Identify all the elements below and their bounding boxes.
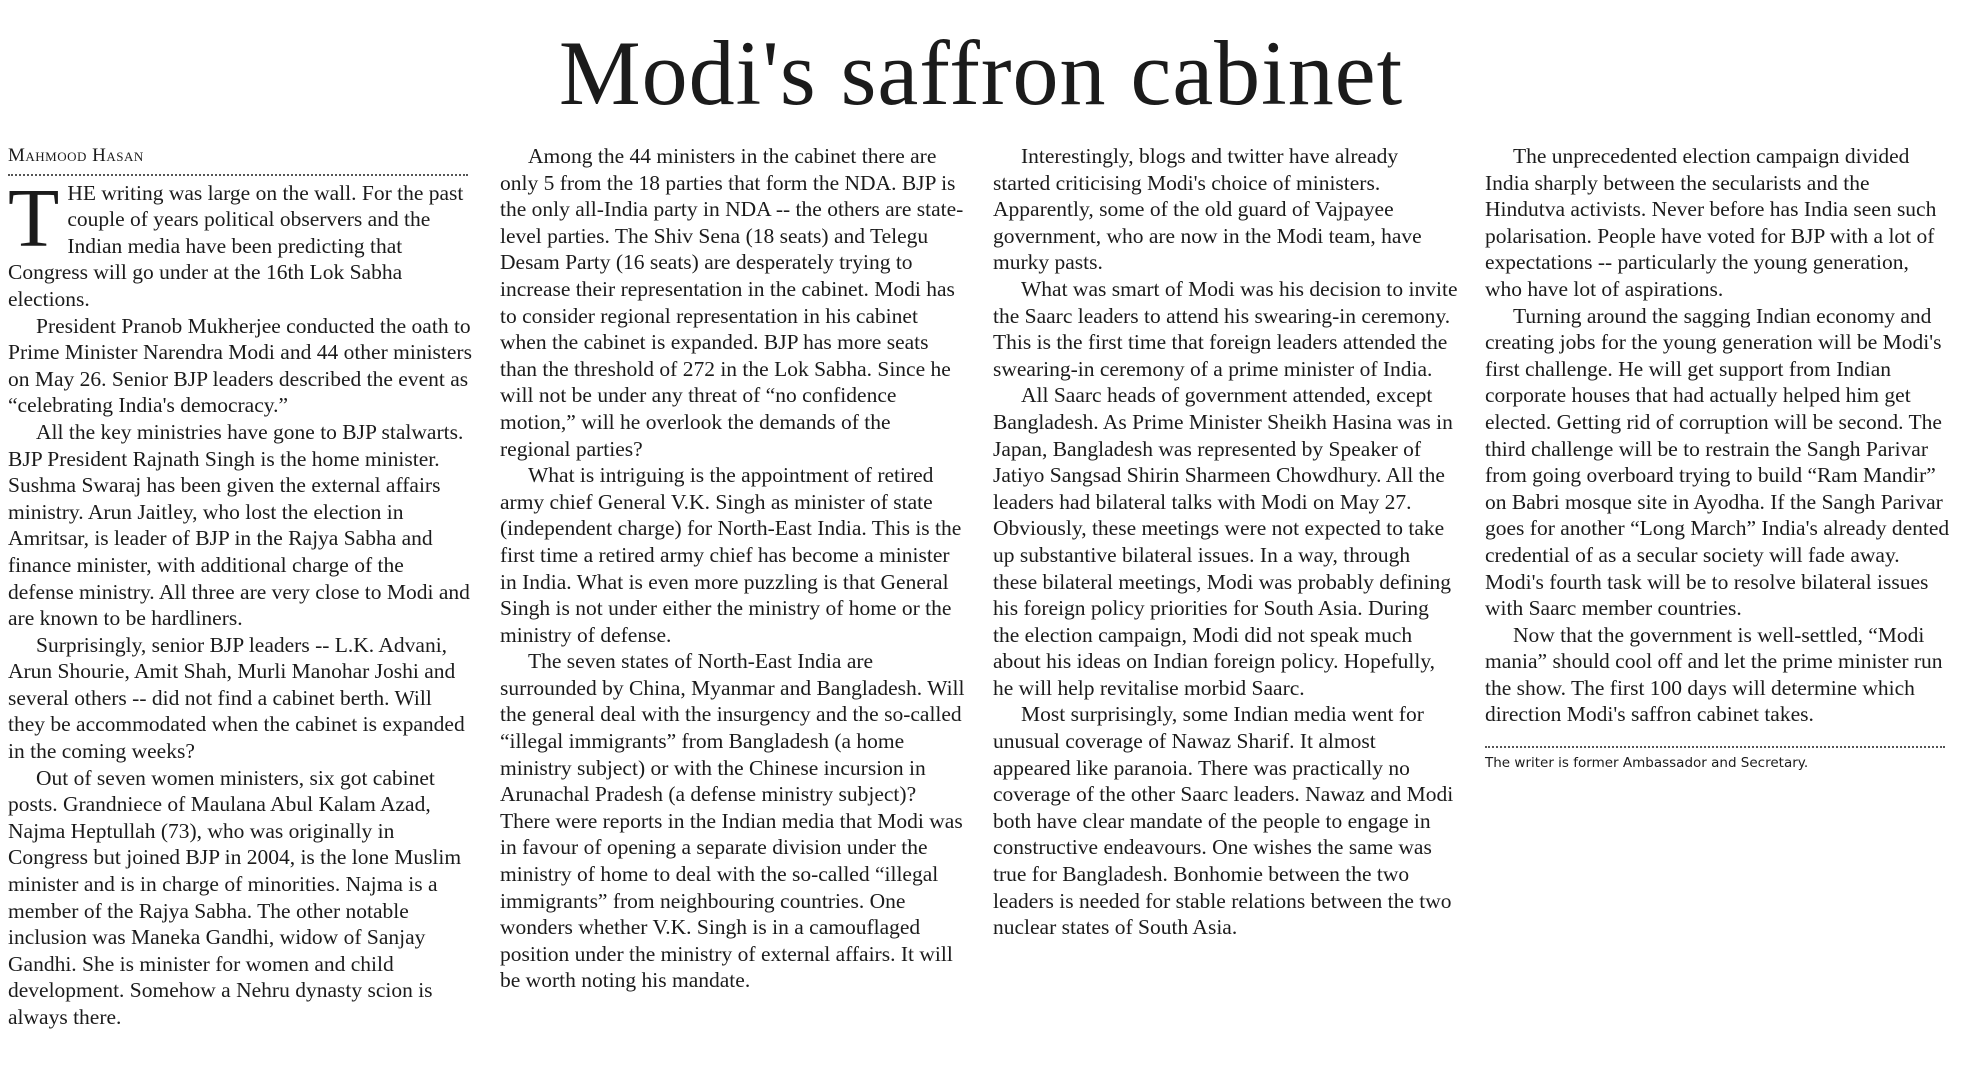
footnote: The writer is former Ambassador and Secretary. bbox=[1485, 755, 1809, 772]
paragraph: What was smart of Modi was his decision to invite the Saarc leaders to attend his swearing-in ceremony. This is the first time that foreign leaders attended the swearing-in ceremony of a prime minister of India. bbox=[993, 276, 1458, 381]
paragraph: The unprecedented election campaign divided India sharply between the secularists and the Hindutva activists. Never before has India seen such polarisation. People have voted for BJP with a lot of expectations -- particularly the young generation, who have lot of aspirations. bbox=[1485, 144, 1937, 301]
column-2 bbox=[500, 143, 965, 994]
lead-paragraph-text: HE writing was large on the wall. For the past couple of years political observers and the Indian media have been predicting that Congress will go under at the 16th Lok Sabha elections. bbox=[8, 180, 464, 311]
paragraph-part: The seven states of North-East India are surrounded by China, Myanmar and Bangladesh. Will the general deal with the insurgency and the so-called “illegal immigrants” from Bangladesh (a home ministry subject) or with the Chinese incursion in Arunachal Pradesh (a defense ministry subject)? There were reports in the Indian media that Modi was in favour of opening a separate division under the ministry of home to deal with the so-called “illegal immigrants” from neighbouring countries. One wonders whether V.K. Singh is in a camouflaged position under the ministry of external affairs. It will be worth noting his mandate. bbox=[500, 649, 965, 993]
paragraph bbox=[500, 648, 965, 994]
byline: Mahmood Hasan bbox=[8, 143, 468, 176]
column-4 bbox=[1485, 143, 1950, 772]
headline: Modi's saffron cabinet bbox=[558, 22, 1404, 124]
paragraph: Surprisingly, senior BJP leaders -- L.K. Advani, Arun Shourie, Amit Shah, Murli Manohar Joshi and several others -- did not find a cabinet berth. Will they be accommodated when the cabinet is expanded in the coming weeks? bbox=[8, 632, 465, 764]
paragraph-part: Most surprisingly, some Indian media went for unusual coverage of Nawaz Sharif. It almost appeared like paranoia. There was practically no coverage of the other Saarc leaders. Nawaz and Modi both have clear mandate of the people to engage in constructive endeavours. One wishes the same was true for Bangladesh. Bonhomie between the two leaders is needed for stable relations between the two nuclear states of South Asia. bbox=[993, 702, 1454, 940]
footnote-divider bbox=[1485, 746, 1945, 748]
paragraph: All Saarc heads of government attended, except Bangladesh. As Prime Minister Sheikh Hasina was in Japan, Bangladesh was represented by Speaker of Jatiyo Sangsad Shirin Sharmeen Chowdhury. All the leaders had bilateral talks with Modi on May 27. Obviously, these meetings were not expected to take up substantive bilateral issues. In a way, through these bilateral meetings, Modi was probably defining his foreign policy priorities for South Asia. During the election campaign, Modi did not speak much about his ideas on Indian foreign policy. Hopefully, he will help revitalise morbid Saarc. bbox=[993, 383, 1453, 700]
paragraph-part: Out of seven women ministers, six got cabinet posts. Grandniece of Maulana Abul Kalam Azad, Najma Heptullah (73), who was originally in Congress but joined BJP in 2004, is the lone Muslim minister and is in charge of minorities. Najma is a member of the Rajya Sabha. The other notable inclusion was Maneka Gandhi, widow of Sanjay Gandhi. She is minister for women and child development. Somehow a Nehru dynasty scion is always there. bbox=[8, 765, 462, 1029]
paragraph: Among the 44 ministers in the cabinet there are only 5 from the 18 parties that form the NDA. BJP is the only all-India party in NDA -- the others are state-level parties. The Shiv Sena (18 seats) and Telegu Desam Party (16 seats) are desperately trying to increase their representation in the cabinet. Modi has to consider regional representation in his cabinet when the cabinet is expanded. BJP has more seats than the threshold of 272 in the Lok Sabha. Since he will not be under any threat of “no confidence motion,” will he overlook the demands of the regional parties? bbox=[500, 144, 964, 461]
paragraph bbox=[993, 701, 1458, 940]
lead-paragraph bbox=[8, 171, 473, 313]
column-1 bbox=[8, 143, 473, 1031]
paragraph: Interestingly, blogs and twitter have already started criticising Modi's choice of ministers. Apparently, some of the old guard of Vajpayee government, who are now in the Modi team, have murky pasts. bbox=[993, 144, 1422, 275]
paragraph bbox=[8, 765, 473, 1031]
paragraph: All the key ministries have gone to BJP stalwarts. BJP President Rajnath Singh is the home minister. Sushma Swaraj has been given the external affairs ministry. Arun Jaitley, who lost the election in Amritsar, is leader of BJP in the Rajya Sabha and finance minister, with additional charge of the defense ministry. All three are very close to Modi and are known to be hardliners. bbox=[8, 419, 470, 631]
column-3 bbox=[993, 143, 1458, 941]
paragraph: Turning around the sagging Indian economy and creating jobs for the young generation will be Modi's first challenge. He will get support from Indian corporate houses that had actually helped him get elected. Getting rid of corruption will be second. The third challenge will be to restrain the Sangh Parivar from going overboard trying to build “Ram Mandir” on Babri mosque site in Ayodha. If the Sangh Parivar goes for another “Long March” India's already dented credential of as a secular society will fade away. Modi's fourth task will be to resolve bilateral issues with Saarc member countries. bbox=[1485, 303, 1950, 621]
paragraph: Now that the government is well-settled, “Modi mania” should cool off and let the prime minister run the show. The first 100 days will determine which direction Modi's saffron cabinet takes. bbox=[1485, 622, 1943, 727]
paragraph: What is intriguing is the appointment of retired army chief General V.K. Singh as minister of state (independent charge) for North-East India. This is the first time a retired army chief has become a minister in India. What is even more puzzling is that General Singh is not under either the ministry of home or the ministry of defense. bbox=[500, 463, 962, 647]
paragraph: President Pranob Mukherjee conducted the oath to Prime Minister Narendra Modi and 44 other ministers on May 26. Senior BJP leaders described the event as “celebrating India's democracy.” bbox=[8, 313, 472, 418]
drop-cap: T bbox=[8, 171, 60, 265]
